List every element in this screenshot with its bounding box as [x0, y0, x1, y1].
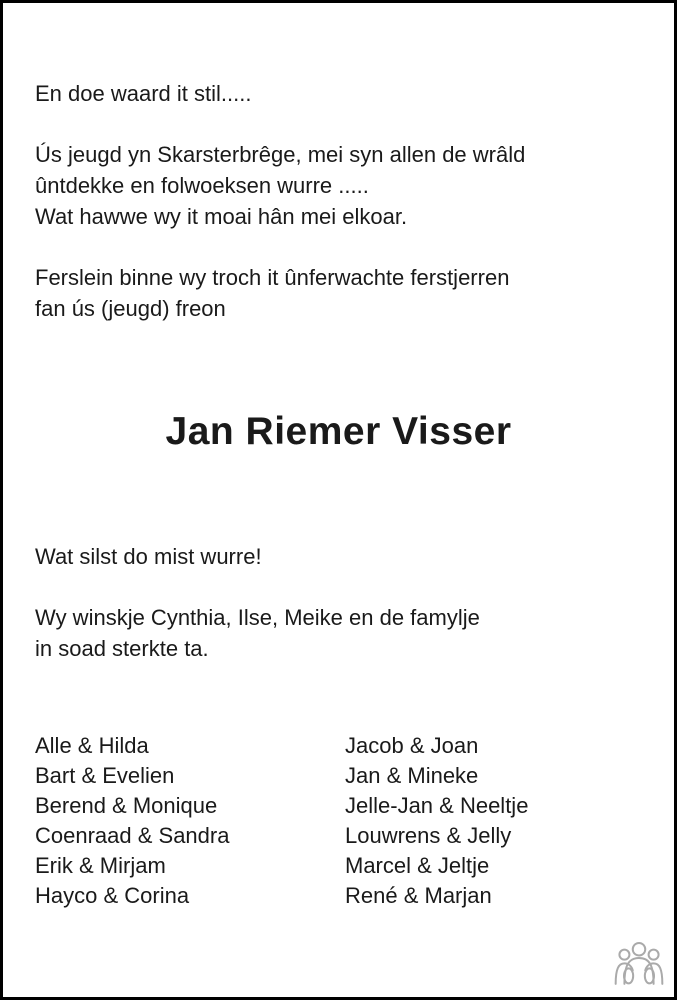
signatories-left-column [35, 731, 345, 911]
deceased-name: Jan Riemer Visser [165, 410, 512, 453]
signatory: René & Marjan [345, 883, 492, 908]
condolence-line-2: in soad sterkte ta. [35, 636, 209, 661]
announcement-line-2: fan ús (jeugd) freon [35, 296, 226, 321]
tribute-line: Wat silst do mist wurre! [35, 544, 262, 569]
announcement-line-1: Ferslein binne wy troch it ûnferwachte ferstjerren [35, 265, 510, 290]
people-silhouette-logo-icon [614, 941, 664, 985]
signatory: Bart & Evelien [35, 763, 175, 788]
obituary-content [3, 78, 674, 911]
memory-line-2: ûntdekke en folwoeksen wurre ..... [35, 173, 369, 198]
signatory: Louwrens & Jelly [345, 823, 512, 848]
signatory: Berend & Monique [35, 793, 218, 818]
memory-line-3: Wat hawwe wy it moai hân mei elkoar. [35, 204, 408, 229]
signatory: Coenraad & Sandra [35, 823, 230, 848]
opening-line: En doe waard it stil..... [35, 81, 252, 106]
people-silhouette-logo-strokes [616, 943, 663, 984]
condolence-line-1: Wy winskje Cynthia, Ilse, Meike en de famylje [35, 605, 480, 630]
signatory: Marcel & Jeltje [345, 853, 490, 878]
signatory: Alle & Hilda [35, 733, 149, 758]
signatories [35, 731, 674, 911]
condolence-paragraph [35, 602, 674, 664]
memory-paragraph [35, 139, 674, 232]
signatory: Jacob & Joan [345, 733, 479, 758]
signatory: Erik & Mirjam [35, 853, 166, 878]
memory-line-1: Ús jeugd yn Skarsterbrêge, mei syn allen de wrâld [35, 142, 526, 167]
signatories-right-column [345, 731, 528, 911]
signatory: Hayco & Corina [35, 883, 190, 908]
announcement-paragraph [35, 262, 674, 324]
signatory: Jelle-Jan & Neeltje [345, 793, 529, 818]
signatory: Jan & Mineke [345, 763, 479, 788]
